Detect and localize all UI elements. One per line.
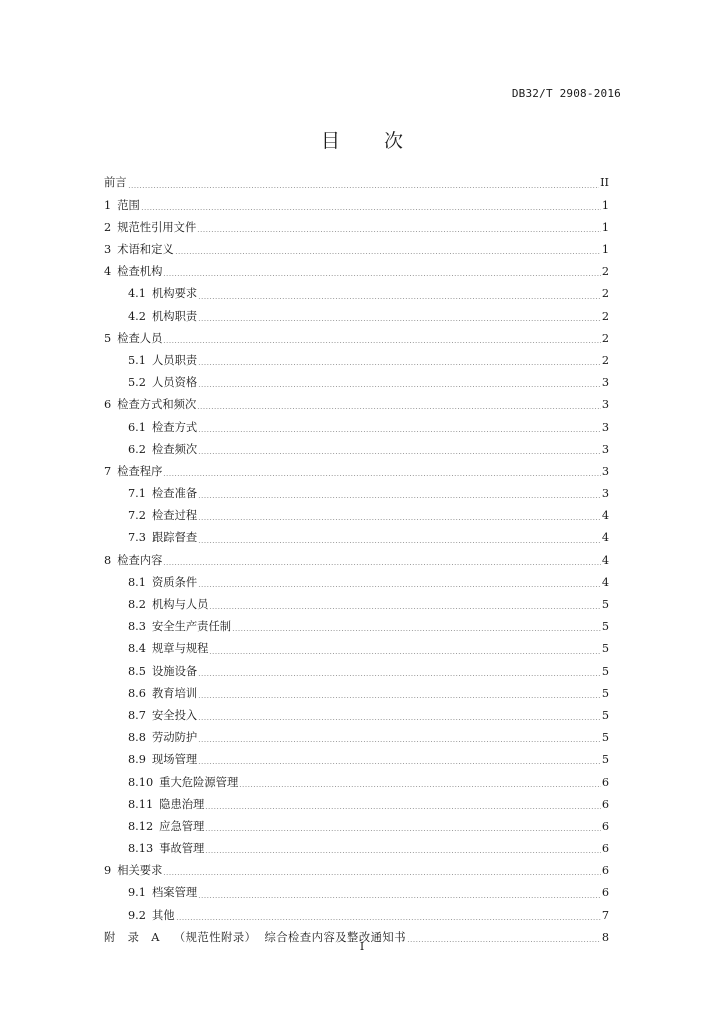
dot-leader [128,187,599,188]
toc-entry-label [128,510,197,521]
toc-entry-title: 范围 [117,198,140,212]
toc-entry-number: 7.1 [128,487,146,501]
toc-entry-number: 1 [104,198,112,212]
toc-entry-page: 5 [601,620,609,634]
toc-entry-title: 检查频次 [151,442,198,456]
toc-entry-number: 8.7 [128,708,146,722]
toc-entry-page: 5 [601,598,609,611]
toc-entry-label [128,754,197,765]
toc-entry-number: 8.9 [128,753,146,767]
dot-leader [198,431,601,432]
toc-entry[interactable] [104,638,609,660]
toc-entry-title: 检查过程 [151,509,198,523]
toc-entry-page: 3 [601,464,609,478]
toc-entry-number: 8.5 [128,664,146,678]
table-of-contents [104,172,609,949]
dot-leader [198,763,601,764]
dot-leader [197,231,601,232]
toc-entry-label [128,355,197,366]
toc-entry[interactable] [104,815,609,837]
toc-entry-page: 3 [601,376,609,390]
toc-entry[interactable] [104,904,609,926]
toc-entry-page: 5 [601,731,609,745]
toc-entry-title: 规章与规程 [151,642,209,656]
toc-entry[interactable] [104,616,609,638]
toc-entry[interactable] [104,283,609,305]
toc-entry-title: 检查机构 [117,265,163,279]
dot-leader [197,408,601,409]
toc-entry-number: 8.6 [128,686,146,700]
toc-entry-number: 6 [104,398,112,412]
dot-leader [198,897,601,898]
dot-leader [198,586,601,587]
toc-entry[interactable] [104,860,609,882]
toc-entry-number: 8.11 [128,797,154,811]
appendix-type: （规范性附录） [173,930,257,944]
toc-entry-label [128,621,231,632]
toc-entry-label [128,422,197,433]
title-char-1: 目 [320,130,340,152]
toc-entry-page: 5 [601,753,609,767]
toc-entry[interactable] [104,172,609,194]
toc-entry-title: 机构职责 [151,309,198,323]
toc-entry-page: 2 [601,265,609,279]
toc-entry[interactable] [104,660,609,682]
toc-entry-title: 跟踪督查 [151,531,198,545]
toc-entry-page: 1 [601,243,609,256]
toc-entry-label [104,399,196,410]
toc-entry-label [104,244,174,255]
toc-entry-number: 8.1 [128,575,146,589]
toc-entry[interactable] [104,505,609,527]
toc-entry-title: 术语和定义 [117,243,174,256]
toc-entry[interactable] [104,838,609,860]
toc-entry-page: 5 [601,686,609,700]
toc-entry-label [128,821,204,832]
toc-entry-label [128,710,197,721]
toc-entry-title: 人员职责 [151,353,198,367]
toc-entry-title: 机构要求 [151,287,198,301]
toc-entry[interactable] [104,594,609,616]
toc-entry[interactable] [104,350,609,372]
dot-leader [205,852,600,853]
toc-entry[interactable] [104,771,609,793]
toc-entry-title: 隐患治理 [159,797,205,811]
appendix-title: 综合检查内容及整改通知书 [264,930,407,944]
toc-entry-title: 检查准备 [151,487,198,501]
toc-entry-title: 现场管理 [151,753,198,767]
dot-leader [198,453,601,454]
toc-entry-number: 5.1 [128,353,146,367]
toc-entry-number: 8.2 [128,598,146,611]
dot-leader [209,653,600,654]
toc-entry-title: 教育培训 [151,686,198,700]
toc-entry-label [128,799,204,810]
toc-entry[interactable] [104,438,609,460]
dot-leader [209,608,600,609]
toc-entry-label [128,377,197,388]
toc-entry-page: 4 [601,531,609,545]
toc-entry[interactable] [104,416,609,438]
toc-entry-title: 设施设备 [151,664,198,678]
dot-leader [198,519,601,520]
toc-entry[interactable] [104,705,609,727]
toc-entry-label [104,222,196,233]
toc-entry-number: 5.2 [128,376,146,390]
toc-entry-title: 资质条件 [151,575,198,589]
toc-entry-title: 档案管理 [151,886,198,900]
dot-leader [163,342,600,343]
toc-entry[interactable] [104,460,609,482]
toc-entry-label [104,333,162,344]
toc-entry-label [128,777,238,788]
dot-leader [198,542,601,543]
dot-leader [239,786,601,787]
toc-entry-number: 4 [104,265,112,279]
toc-entry-number: 8.4 [128,642,146,656]
toc-entry-label [128,599,208,610]
toc-entry-page: 1 [601,220,609,234]
toc-entry-label [128,843,204,854]
toc-entry-number: 6.1 [128,420,146,434]
toc-entry-title: 应急管理 [159,819,205,833]
toc-entry-page: 6 [601,819,609,833]
toc-entry-page: 4 [601,509,609,523]
toc-entry-number: 8.13 [128,842,154,856]
toc-entry-number: 8.10 [128,775,154,789]
toc-entry[interactable] [104,394,609,416]
toc-entry-label [128,532,197,543]
dot-leader [205,808,600,809]
toc-entry[interactable] [104,682,609,704]
toc-entry-page: 2 [601,309,609,323]
toc-entry-page: 7 [601,908,609,922]
toc-entry-page: 4 [601,553,609,567]
toc-entry-label [128,488,197,499]
toc-entry-page: 3 [601,420,609,434]
dot-leader [198,320,601,321]
toc-entry-label [128,311,197,322]
toc-entry-page: 3 [601,442,609,456]
toc-entry-number: 7 [104,464,112,478]
toc-entry-number: 7.3 [128,531,146,545]
toc-entry-page: II [600,176,609,190]
dot-leader [198,741,601,742]
dot-leader [163,275,600,276]
toc-entry-title: 检查程序 [117,464,163,478]
toc-entry-title: 检查内容 [117,553,163,567]
toc-entry-title: 人员资格 [151,376,198,390]
toc-entry-label [128,643,208,654]
toc-entry-label [104,177,127,188]
toc-entry-title: 安全生产责任制 [151,620,232,634]
dot-leader [163,475,600,476]
toc-entry-page: 6 [601,886,609,900]
toc-entry-number: 8.8 [128,731,146,745]
toc-entry-page: 4 [601,575,609,589]
toc-entry-number: 3 [104,243,112,256]
toc-entry-page: 2 [601,353,609,367]
toc-entry-page: 3 [601,487,609,501]
toc-entry-title: 检查人员 [117,331,163,345]
toc-entry-page: 5 [601,708,609,722]
dot-leader [198,298,601,299]
toc-entry[interactable] [104,261,609,283]
dot-leader [198,719,601,720]
toc-entry[interactable] [104,239,609,261]
toc-entry-label [104,200,140,211]
toc-entry[interactable] [104,372,609,394]
toc-entry[interactable] [104,216,609,238]
toc-entry-title: 机构与人员 [151,598,209,611]
toc-entry-label [128,577,197,588]
toc-entry-page: 3 [601,398,609,412]
toc-entry-number: 8.3 [128,620,146,634]
toc-entry-page: 1 [601,198,609,212]
toc-entry-page: 6 [601,842,609,856]
toc-entry[interactable] [104,793,609,815]
toc-entry-title: 检查方式 [151,420,198,434]
toc-entry[interactable] [104,727,609,749]
toc-entry[interactable] [104,483,609,505]
toc-entry[interactable] [104,194,609,216]
dot-leader [198,697,601,698]
toc-entry-page: 5 [601,664,609,678]
toc-entry-page: 6 [601,775,609,789]
toc-entry-title: 劳动防护 [151,731,198,745]
toc-entry-title: 相关要求 [117,864,163,878]
page-title [0,126,724,153]
toc-entry-title: 安全投入 [151,708,198,722]
dot-leader [163,874,600,875]
dot-leader [198,675,601,676]
toc-entry-title: 其他 [151,908,175,922]
toc-entry-label [128,288,197,299]
dot-leader [232,630,601,631]
toc-entry-number: 9 [104,864,112,878]
dot-leader [141,209,601,210]
toc-entry-page: 6 [601,797,609,811]
toc-entry[interactable] [104,549,609,571]
toc-entry-label [128,887,197,898]
toc-entry-page: 2 [601,331,609,345]
standard-code: DB32/T 2908-2016 [511,87,621,100]
toc-entry[interactable] [104,305,609,327]
toc-entry-label [104,266,162,277]
toc-entry-number: 9.1 [128,886,146,900]
toc-entry-label [104,466,162,477]
dot-leader [163,564,600,565]
toc-entry-title: 重大危险源管理 [159,775,239,789]
toc-entry-label [128,732,197,743]
appendix-prefix: 附 录 A [104,930,160,944]
dot-leader [176,919,601,920]
toc-entry-title: 规范性引用文件 [117,220,197,234]
toc-entry-label [128,666,197,677]
toc-entry[interactable] [104,882,609,904]
dot-leader [205,830,600,831]
toc-entry[interactable] [104,749,609,771]
toc-entry-number: 2 [104,220,112,234]
toc-entry-number: 5 [104,331,112,345]
toc-entry-title: 事故管理 [159,842,205,856]
dot-leader [198,364,601,365]
title-char-2: 次 [384,130,404,152]
toc-entry-label [128,688,197,699]
toc-entry-number: 4.2 [128,309,146,323]
toc-entry[interactable] [104,327,609,349]
toc-entry-page: 2 [601,287,609,301]
toc-entry-number: 6.2 [128,442,146,456]
toc-entry-page: 5 [601,642,609,656]
toc-entry-title: 前言 [104,176,127,190]
toc-entry[interactable] [104,571,609,593]
toc-entry-label [128,444,197,455]
toc-entry-label [104,555,162,566]
toc-entry-number: 9.2 [128,908,146,922]
dot-leader [198,497,601,498]
appendix-page: 8 [601,930,609,944]
toc-entry-number: 8 [104,553,112,567]
toc-entry-number: 7.2 [128,509,146,523]
dot-leader [175,253,601,254]
toc-entry[interactable] [104,527,609,549]
toc-entry-label [128,910,175,921]
toc-entry-number: 8.12 [128,819,154,833]
dot-leader [198,386,601,387]
toc-entry-number: 4.1 [128,287,146,301]
toc-entry-label [104,865,162,876]
page-number: I [359,940,365,953]
toc-entry-title: 检查方式和频次 [117,398,197,412]
toc-entry-page: 6 [601,864,609,878]
